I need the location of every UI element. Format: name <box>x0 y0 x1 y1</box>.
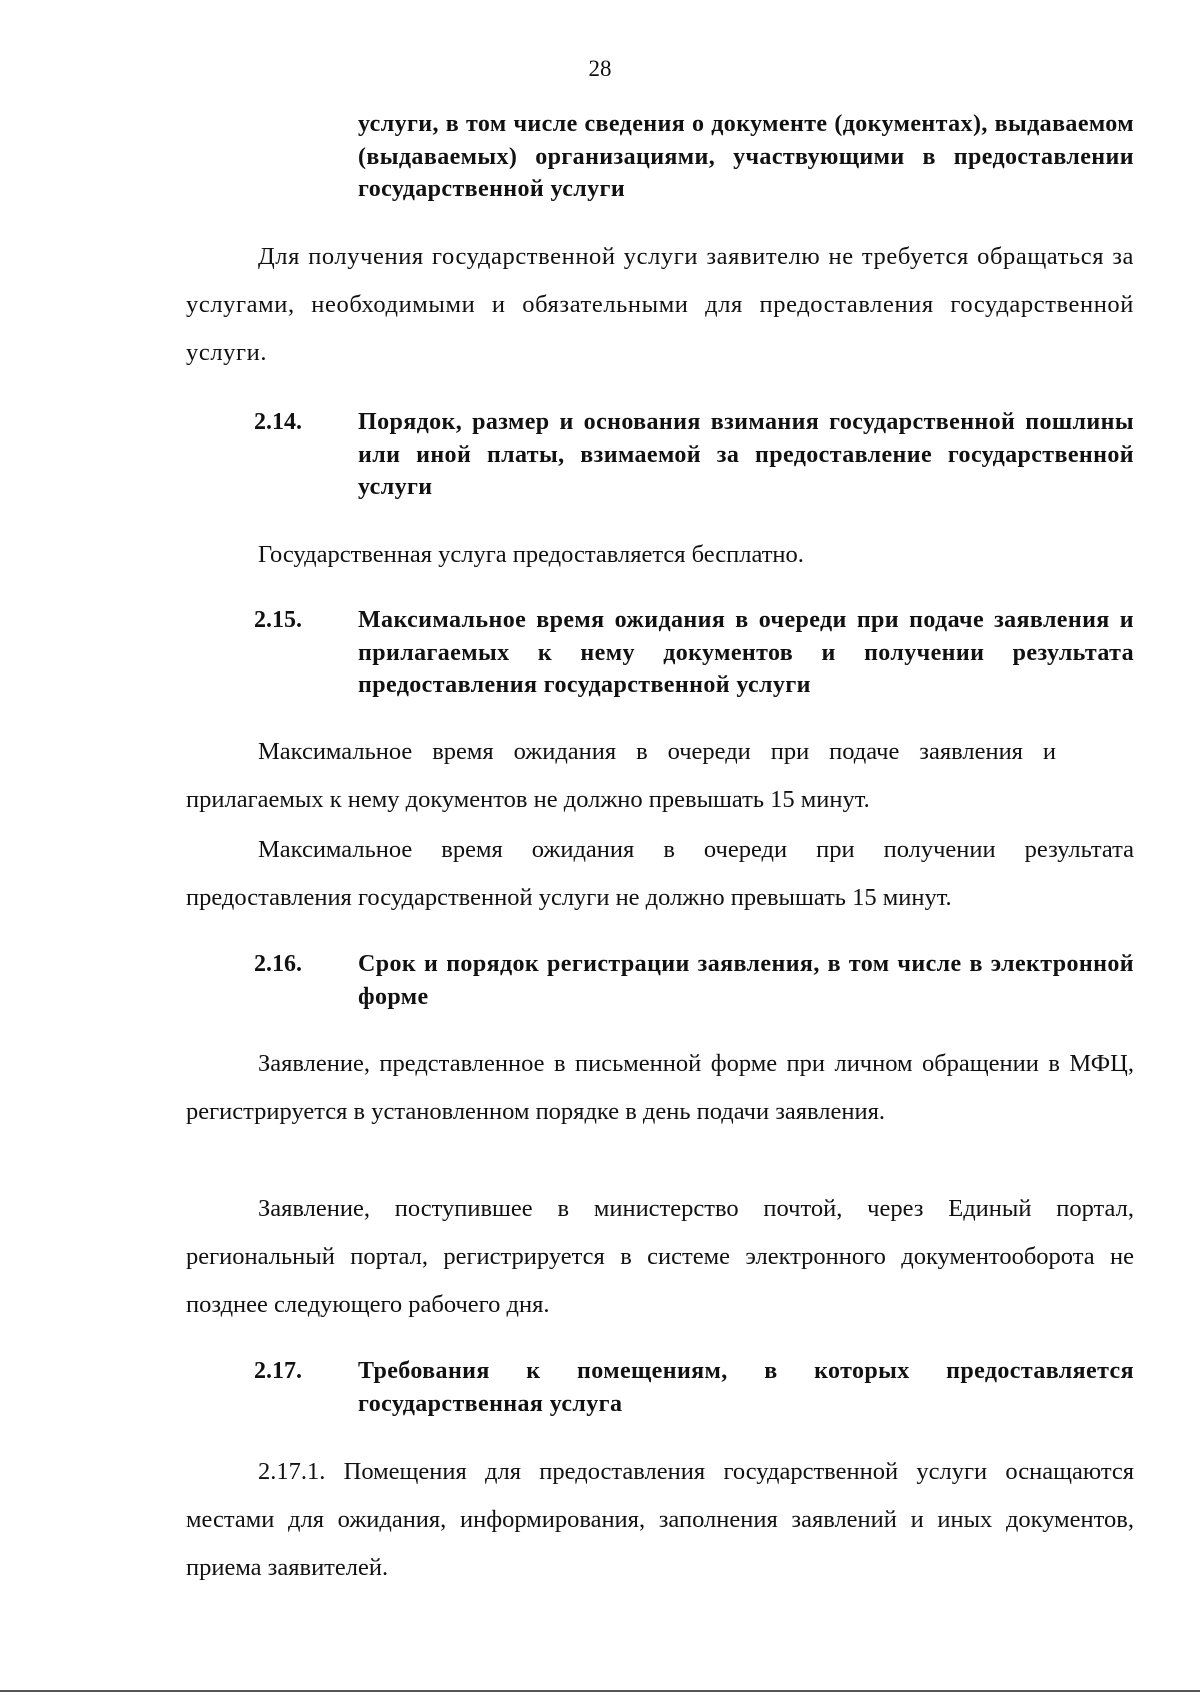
page-bottom-edge <box>0 1690 1200 1692</box>
section-number: 2.17. <box>254 1358 302 1384</box>
section-title: Порядок, размер и основания взимания государственной пошлины или иной платы, взимаемой за предоставление государственной услуги <box>358 409 1134 500</box>
section-title: Требования к помещениям, в которых предоставляется государственная услуга <box>358 1358 1134 1417</box>
section-paragraph: Максимальное время ожидания в очереди при получении результата предоставления государственной услуги не должно превышать 15 минут. <box>186 836 1134 911</box>
section-paragraph: Заявление, поступившее в министерство почтой, через Единый портал, региональный портал, регистрируется в системе электронного документооборота не позднее следующего рабочего дня. <box>186 1195 1134 1318</box>
section-title: Срок и порядок регистрации заявления, в том числе в электронной форме <box>358 951 1134 1010</box>
intro-paragraph: Для получения государственной услуги заявителю не требуется обращаться за услугами, необходимыми и обязательными для предоставления государственной услуги. <box>186 243 1134 366</box>
intro-heading: услуги, в том числе сведения о документе (документах), выдаваемом (выдаваемых) организациями, участвующими в предоставлении государственной услуги <box>358 111 1134 202</box>
section-number: 2.16. <box>254 951 302 977</box>
section-number: 2.14. <box>254 409 302 435</box>
section-paragraph: 2.17.1. Помещения для предоставления государственной услуги оснащаются местами для ожидания, информирования, заполнения заявлений и иных документов, приема заявителей. <box>186 1458 1134 1581</box>
section-paragraph: Максимальное время ожидания в очереди при подаче заявления и прилагаемых к нему документов не должно превышать 15 минут. <box>186 738 1056 813</box>
section-title: Максимальное время ожидания в очереди при подаче заявления и прилагаемых к нему документов и получении результата предоставления государственной услуги <box>358 607 1134 698</box>
page-number: 28 <box>588 56 612 81</box>
section-paragraph: Заявление, представленное в письменной форме при личном обращении в МФЦ, регистрируется в установленном порядке в день подачи заявления. <box>186 1050 1134 1125</box>
section-number: 2.15. <box>254 607 302 633</box>
section-paragraph: Государственная услуга предоставляется бесплатно. <box>258 541 804 568</box>
